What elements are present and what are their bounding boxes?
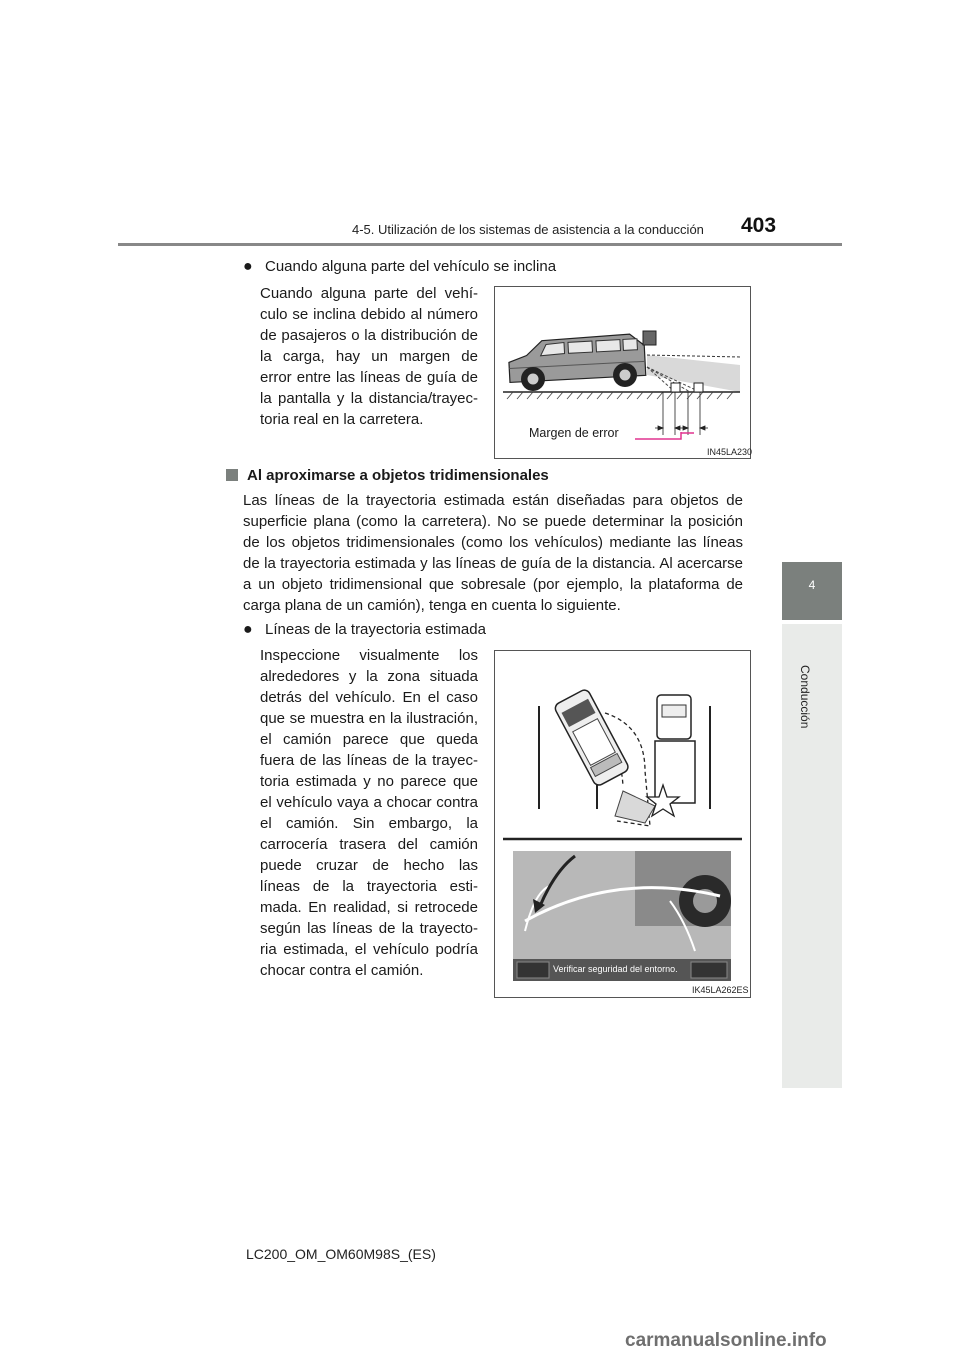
figure-inclined-vehicle <box>494 286 751 459</box>
figure-code: IK45LA262ES <box>692 985 749 995</box>
figure-label-margin-error: Margen de error <box>529 426 619 440</box>
bullet-text: Cuando alguna parte del vehículo se inclina <box>265 258 557 275</box>
paragraph-3d-objects: Las líneas de la trayectoria estimada están diseñadas para objetos de superficie plana (como la carretera). No se puede determinar la posición de los objetos tridimensionales (como los vehículos) mediante las líneas de la trayectoria estimada y las líneas de guía de la distancia. Al acercarse a un objeto tridimensional que sobresale (por ejemplo, la plataforma de carga plana de un camión), tenga en cuenta lo siguiente. <box>243 492 743 614</box>
subheading-3d-objects <box>226 465 756 486</box>
chapter-strip <box>782 624 842 1088</box>
header-rule <box>118 243 842 246</box>
subheading-text: Al aproximarse a objetos tridimensionales <box>247 467 549 484</box>
chapter-number: 4 <box>808 578 816 592</box>
header-section-title: 4-5. Utilización de los sistemas de asistencia a la conducción <box>352 222 704 237</box>
bullet-item-trajectory <box>243 619 763 640</box>
figure-truck-trajectory <box>494 650 751 998</box>
chapter-label: Conducción <box>798 665 812 729</box>
camera-screen-message: Verificar seguridad del entorno. <box>553 964 678 974</box>
square-bullet-icon <box>226 469 238 481</box>
paragraph-inclination: Cuando alguna parte del vehí-culo se inclina debido al número de pasajeros o la distribución de la carga, hay un margen de error entre las líneas de guía de la pantalla y la distancia/trayec-toria real en la carretera. <box>260 285 478 428</box>
bullet-item-inclination <box>243 256 763 277</box>
footer-document-id: LC200_OM_OM60M98S_(ES) <box>246 1246 436 1262</box>
truck-trajectory-illustration <box>495 651 750 997</box>
bullet-dot-icon: ● <box>243 621 253 638</box>
bullet-text: Líneas de la trayectoria estimada <box>265 621 486 638</box>
figure-code: IN45LA230 <box>707 447 753 457</box>
paragraph-trajectory: Inspeccione visualmente los alrededores y la zona situada detrás del vehículo. En el caso que se muestra en la ilustración, el camión parece que queda fuera de las líneas de la trayec-toria estimada y no parece que el vehículo vaya a chocar contra el camión. Sin embargo, la carrocería trasera del camión puede cruzar de hecho las líneas de la trayectoria esti-mada. En realidad, si retrocede según las líneas de la trayecto-ria estimada, el vehículo podría chocar contra el camión. <box>260 647 478 979</box>
page-number: 403 <box>741 214 777 237</box>
watermark: carmanualsonline.info <box>625 1330 827 1351</box>
bullet-dot-icon: ● <box>243 258 253 275</box>
